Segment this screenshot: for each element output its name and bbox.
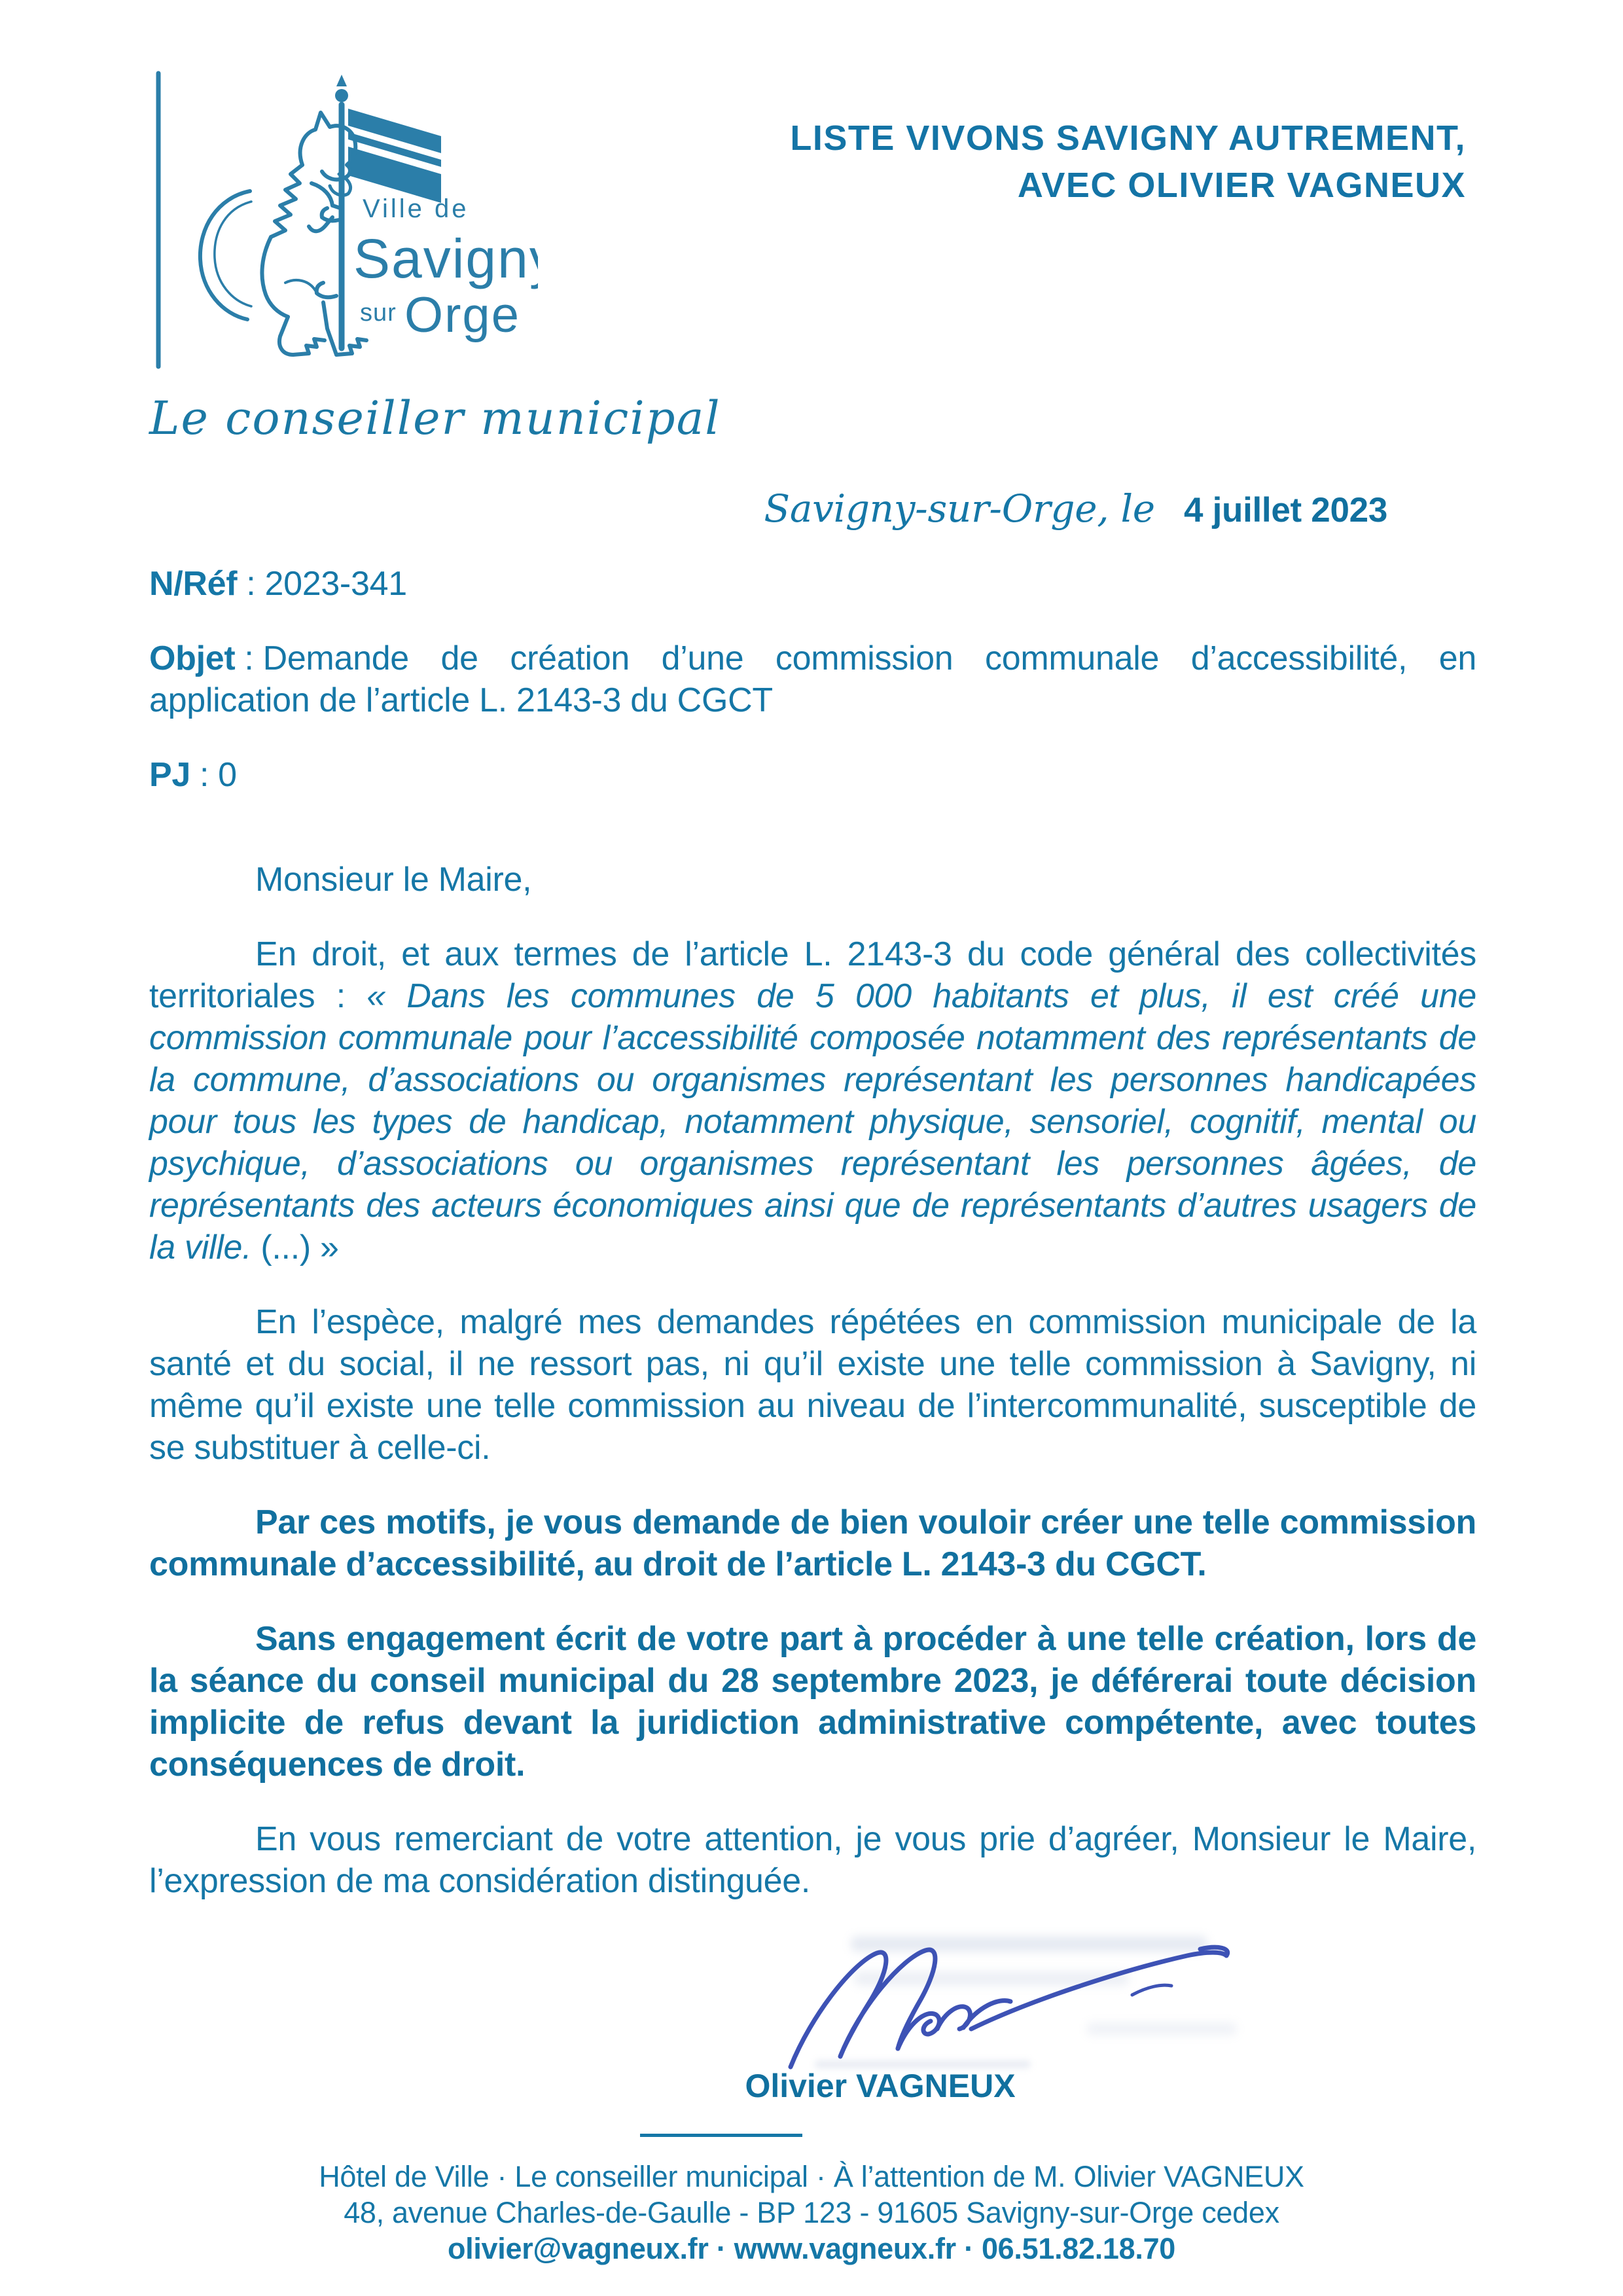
reference-value: 2023-341 [264, 565, 407, 603]
footer-address-line2: 48, avenue Charles-de-Gaulle - BP 123 - 91605 Savigny-sur-Orge cedex [344, 2196, 1279, 2229]
logo-city-name: Savigny [353, 228, 538, 289]
legal-quote: « Dans les communes de 5 000 habitants et plus, il est créé une commission communale pour l’accessibilité composée notamment des représentants de la commune, d’associations ou organismes représentant les personnes handicapées pour tous les types de handicap, notamment physique, sensoriel, cognitif, mental ou psychique, d’associations ou organismes représentant les personnes âgées, de représentants des acteurs économiques ainsi que de représentants d’autres usagers de la ville. [149, 977, 1476, 1266]
subject-line: Objet : Demande de création d’une commission communale d’accessibilité, en application de l’article L. 2143-3 du CGCT [149, 639, 1476, 719]
flag-icon [348, 109, 441, 203]
list-header [790, 115, 1466, 209]
heraldic-lion-flag-icon [145, 67, 538, 380]
paragraph-request: Par ces motifs, je vous demande de bien vouloir créer une telle commission communale d’accessibilité, au droit de l’article L. 2143-3 du CGCT. [149, 1503, 1476, 1583]
reference-line: N/Réf : 2023-341 [149, 565, 407, 603]
logo-city-sub: Orge [404, 287, 520, 343]
paragraph-warning: Sans engagement écrit de votre part à procéder à une telle création, lors de la séance du conseil municipal du 28 septembre 2023, je déférerai toute décision implicite de refus devant la juridiction administrative compétente, avec toutes conséquences de droit. [149, 1620, 1476, 1784]
list-header-line2: AVEC OLIVIER VAGNEUX [1017, 165, 1466, 205]
salutation: Monsieur le Maire, [255, 861, 532, 899]
paragraph-facts: En l’espèce, malgré mes demandes répétées en commission municipale de la santé et du social, il ne ressort pas, ni qu’il existe une telle commission à Savigny, ni même qu’il existe une telle commission au niveau de l’intercommunalité, susceptible de se substituer à celle-ci. [149, 1303, 1476, 1467]
city-logo [145, 67, 538, 380]
subject-label: Objet [149, 639, 236, 677]
handwritten-signature-icon [766, 1916, 1276, 2080]
sender-title: Le conseiller municipal [149, 391, 721, 445]
signatory-name: Olivier VAGNEUX [745, 2068, 1016, 2104]
attachments-line: PJ : 0 [149, 756, 237, 794]
subject-value: Demande de création d’une commission communale d’accessibilité, en application de l’article L. 2143-3 du CGCT [149, 639, 1476, 719]
footer [0, 2159, 1623, 2267]
paragraph-closing: En vous remerciant de votre attention, je vous prie d’agréer, Monsieur le Maire, l’expression de ma considération distinguée. [149, 1820, 1476, 1900]
dateline [149, 488, 1476, 531]
list-header-line1: LISTE VIVONS SAVIGNY AUTREMENT, [790, 118, 1466, 158]
attachments-value: 0 [218, 756, 237, 794]
logo-city-prefix: Ville de [363, 194, 469, 223]
logo-city-sub-prefix: sur [360, 299, 397, 327]
letter-content [149, 488, 1476, 1902]
footer-contact-line: olivier@vagneux.fr · www.vagneux.fr · 06.51.82.18.70 [447, 2232, 1176, 2265]
reference-label: N/Réf [149, 565, 238, 603]
dateline-date: 4 juillet 2023 [1183, 491, 1387, 529]
footer-divider [640, 2134, 802, 2137]
paragraph-legal-basis: En droit, et aux termes de l’article L. 2143-3 du code général des collectivités territoriales : « Dans les communes de 5 000 habitants et plus, il est créé une commission communale pour l’accessibilité composée notamment des représentants de la commune, d’associations ou organismes représentant les personnes handicapées pour tous les types de handicap, notamment physique, sensoriel, cognitif, mental ou psychique, d’associations ou organismes représentant les personnes âgées, de représentants des acteurs économiques ainsi que de représentants d’autres usagers de la ville. (...) » [149, 935, 1476, 1266]
dateline-place: Savigny-sur-Orge, le [764, 486, 1155, 531]
attachments-label: PJ [149, 756, 191, 794]
footer-address-line1: Hôtel de Ville · Le conseiller municipal · À l’attention de M. Olivier VAGNEUX [319, 2160, 1304, 2193]
